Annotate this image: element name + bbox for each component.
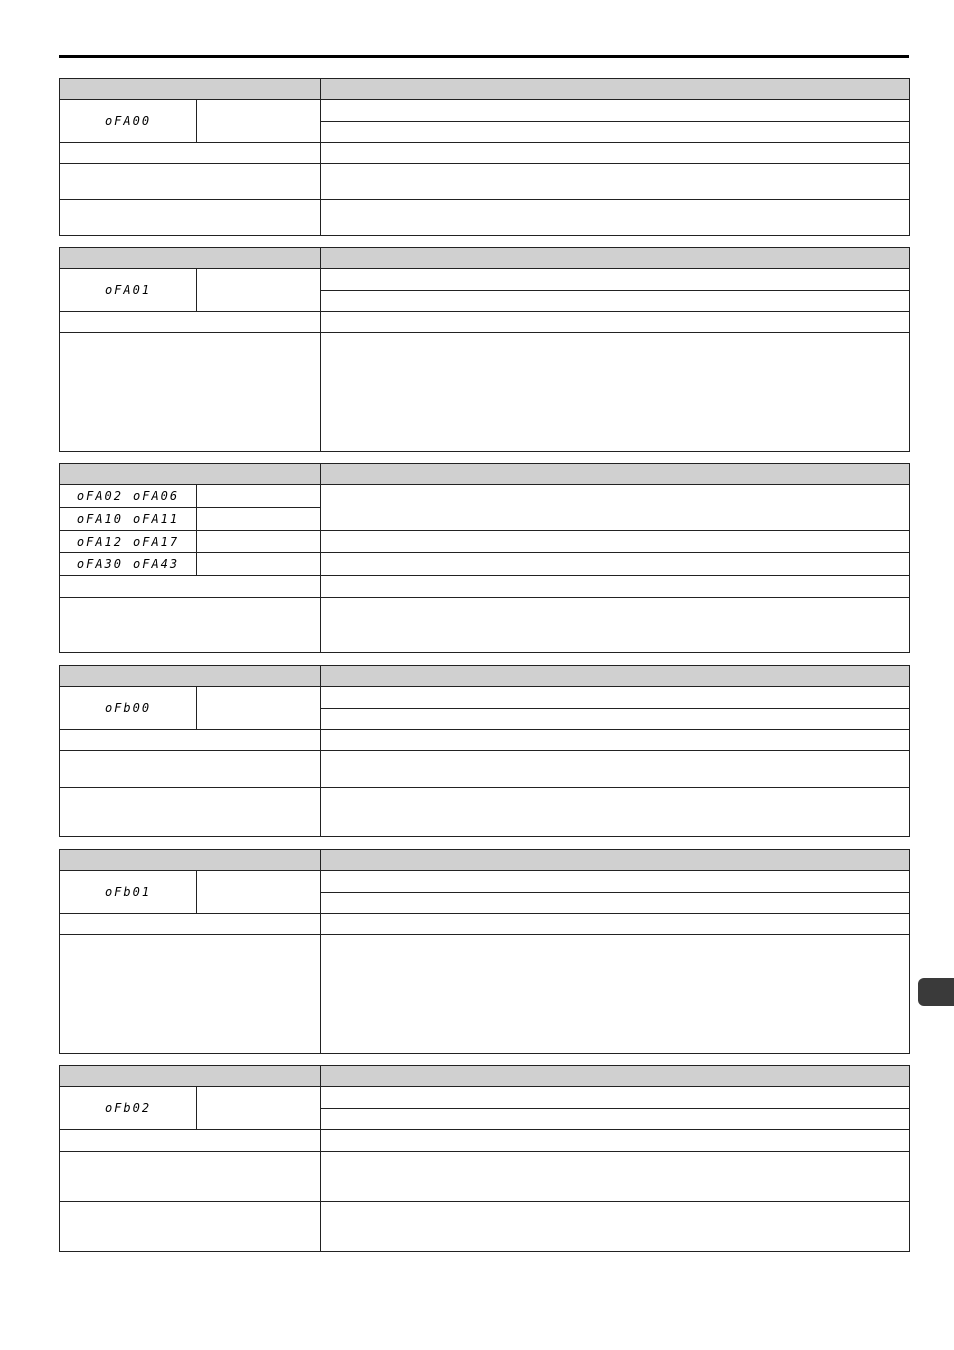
cause-header	[60, 1130, 321, 1152]
cause-header	[60, 312, 321, 333]
fault-code-name	[197, 687, 321, 730]
fault-code-name	[197, 531, 321, 553]
cause-header	[60, 143, 321, 164]
fault-description-line-1	[321, 871, 910, 893]
fault-table-ofb02	[59, 1065, 909, 1252]
cause-cell	[60, 598, 321, 653]
fault-code-range-display: oFA30 oFA43	[60, 553, 197, 576]
remedy-cell	[321, 788, 910, 837]
cause-cell	[60, 935, 321, 1054]
fault-code-range-display: oFA10 oFA11	[60, 508, 197, 531]
top-rule	[59, 55, 909, 58]
cause-header	[60, 576, 321, 598]
remedy-header	[321, 730, 910, 751]
fault-description	[321, 485, 910, 531]
cause-cell	[60, 751, 321, 788]
remedy-header	[321, 914, 910, 935]
fault-code-range-display: oFA12 oFA17	[60, 531, 197, 553]
fault-description-line-2	[321, 893, 910, 914]
fault-description-line-1	[321, 269, 910, 291]
remedy-header	[321, 576, 910, 598]
header-display-cell	[60, 248, 321, 269]
fault-description-line-2	[321, 1109, 910, 1130]
cause-cell	[60, 164, 321, 200]
fault-code-range-display: oFA02 oFA06	[60, 485, 197, 508]
fault-description-line-1	[321, 1087, 910, 1109]
cause-cell	[60, 788, 321, 837]
fault-description	[321, 531, 910, 553]
fault-code-display: oFb00	[60, 687, 197, 730]
header-name-cell	[321, 850, 910, 871]
remedy-cell	[321, 598, 910, 653]
fault-code-name	[197, 508, 321, 531]
cause-cell	[60, 333, 321, 452]
fault-table-ofb01	[59, 849, 909, 1054]
fault-code-name	[197, 269, 321, 312]
remedy-cell	[321, 751, 910, 788]
fault-code-display: oFb02	[60, 1087, 197, 1130]
cause-header	[60, 730, 321, 751]
remedy-cell	[321, 200, 910, 236]
header-name-cell	[321, 248, 910, 269]
cause-header	[60, 914, 321, 935]
header-name-cell	[321, 79, 910, 100]
header-name-cell	[321, 464, 910, 485]
header-display-cell	[60, 666, 321, 687]
remedy-cell	[321, 1152, 910, 1202]
remedy-header	[321, 143, 910, 164]
fault-table-ofa00	[59, 78, 909, 236]
fault-description-line-1	[321, 100, 910, 122]
fault-code-name	[197, 485, 321, 508]
header-display-cell	[60, 850, 321, 871]
fault-description-line-2	[321, 709, 910, 730]
fault-code-name	[197, 1087, 321, 1130]
remedy-cell	[321, 1202, 910, 1252]
chapter-tab	[918, 978, 954, 1006]
remedy-header	[321, 1130, 910, 1152]
header-display-cell	[60, 1066, 321, 1087]
fault-table-ofa01	[59, 247, 909, 452]
fault-table-ofa-range	[59, 463, 909, 653]
fault-description-line-1	[321, 687, 910, 709]
fault-code-display: oFb01	[60, 871, 197, 914]
fault-code-name	[197, 553, 321, 576]
remedy-cell	[321, 333, 910, 452]
fault-description-line-2	[321, 291, 910, 312]
fault-description	[321, 553, 910, 576]
header-display-cell	[60, 79, 321, 100]
remedy-cell	[321, 935, 910, 1054]
header-display-cell	[60, 464, 321, 485]
remedy-cell	[321, 164, 910, 200]
cause-cell	[60, 1202, 321, 1252]
fault-description-line-2	[321, 122, 910, 143]
cause-cell	[60, 1152, 321, 1202]
remedy-header	[321, 312, 910, 333]
fault-code-name	[197, 871, 321, 914]
cause-cell	[60, 200, 321, 236]
fault-table-ofb00	[59, 665, 909, 837]
fault-code-name	[197, 100, 321, 143]
fault-code-display: oFA01	[60, 269, 197, 312]
header-name-cell	[321, 666, 910, 687]
fault-code-display: oFA00	[60, 100, 197, 143]
header-name-cell	[321, 1066, 910, 1087]
